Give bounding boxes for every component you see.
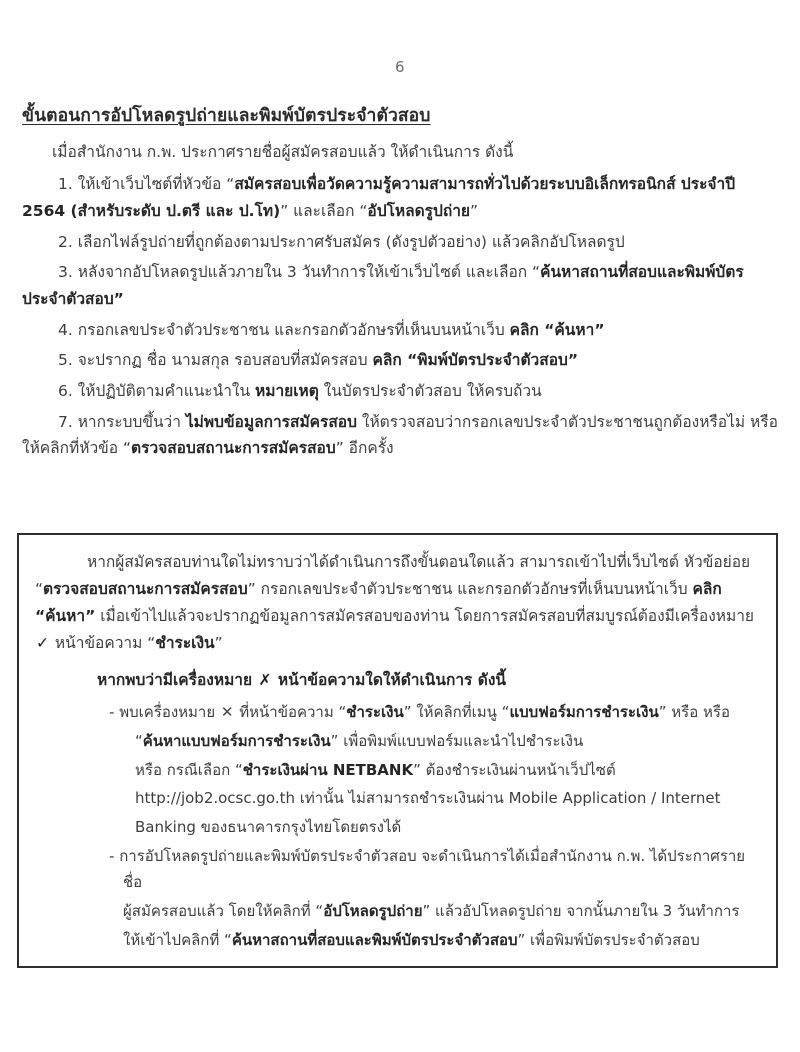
callout-bullet-list (35, 699, 760, 953)
step-7-bold-1: ไม่พบข้อมูลการสมัครสอบ (185, 412, 357, 431)
bullet-item-2 (35, 843, 760, 896)
intro-paragraph: เมื่อสำนักงาน ก.พ. ประกาศรายชื่อผู้สมัครสอบแล้ว ให้ดำเนินการ ดังนี้ (52, 143, 514, 162)
page-number: 6 (394, 58, 406, 76)
callout-box (17, 533, 778, 968)
step-6-mid: ในบัตรประจำตัวสอบ ให้ครบถ้วน (318, 381, 542, 400)
step-1-bold-2: อัปโหลดรูปถ่าย (367, 202, 471, 221)
bullet-1-line1-part-2: ที่หน้าข้อความ “ (234, 703, 347, 722)
step-7-mid: ให้ตรวจสอบว่ากรอกเลขประจำตัวประชาชนถูกต้องหรือไม่ หรือให้คลิกที่หัวข้อ “ (22, 412, 778, 458)
bullet-1-line-5: Banking ของธนาคารกรุงไทยโดยตรงได้ (135, 817, 402, 836)
callout-intro-bold-1: ตรวจสอบสถานะการสมัครสอบ (43, 579, 248, 598)
bullet-1-line1-part-4: ” หรือ หรือ (658, 703, 730, 722)
bullet-2-line3-part-2: ” เพื่อพิมพ์บัตรประจำตัวสอบ (517, 930, 700, 949)
callout-subheading (35, 667, 760, 693)
callout-intro-part-4: หน้าข้อความ “ (50, 633, 156, 652)
callout-intro-bold-3: ชำระเงิน (155, 633, 215, 652)
step-7-bold-2: ตรวจสอบสถานะการสมัครสอบ (131, 439, 336, 458)
callout-subhead-part-2: หน้าข้อความใดให้ดำเนินการ ดังนี้ (272, 670, 507, 689)
step-6-bold-1: หมายเหตุ (255, 381, 319, 400)
bullet-1-line-4 (35, 785, 760, 812)
bullet-2-line-1: การอัปโหลดรูปถ่ายและพิมพ์บัตรประจำตัวสอบ จะดำเนินการได้เมื่อสำนักงาน ก.พ. ได้ประกาศรายชื่อ (114, 846, 746, 892)
step-item-5 (22, 347, 778, 374)
step-3-suffix: ” (113, 289, 124, 308)
step-7-suffix: ” อีกครั้ง (335, 439, 394, 458)
check-mark-icon: ✓ (36, 633, 49, 652)
step-item-7 (22, 409, 778, 462)
bullet-2-line-3 (35, 927, 760, 954)
page-title: ขั้นตอนการอัปโหลดรูปถ่ายและพิมพ์บัตรประจำตัวสอบ (22, 106, 431, 126)
step-6-prefix: 6. ให้ปฏิบัติตามคำแนะนำใน (58, 381, 256, 400)
step-2-prefix: 2. เลือกไฟล์รูปถ่ายที่ถูกต้องตามประกาศรับสมัคร (ดังรูปตัวอย่าง) แล้วคลิกอัปโหลดรูป (58, 232, 625, 251)
step-1-prefix: 1. ให้เข้าเว็บไซต์ที่หัวข้อ “ (58, 175, 235, 194)
step-1-mid: ” และเลือก “ (280, 202, 368, 221)
step-1-suffix: ” (470, 202, 479, 221)
callout-intro-part-1: หากผู้สมัครสอบท่านใดไม่ทราบว่าได้ดำเนินการถึงขั้นตอนใดแล้ว สามารถเข้าไปที่เว็บไซต์ หัวข้อย่อย “ (35, 553, 751, 598)
step-4-prefix: 4. กรอกเลขประจำตัวประชาชน และกรอกตัวอักษรที่เห็นบนหน้าเว็บ (58, 320, 510, 339)
callout-intro-part-5: ” (214, 633, 223, 652)
step-4-bold-1: คลิก “ค้นหา” (509, 320, 605, 339)
bullet-1-line3-part-2: ” ต้องชำระเงินผ่านหน้าเว็ปไซต์ (413, 760, 616, 779)
step-3-bold-1: ค้นหาสถานที่สอบและพิมพ์บัตรประจำตัวสอบ (22, 263, 744, 308)
bullet-1-line3-bold: ชำระเงินผ่าน NETBANK (242, 760, 414, 779)
cross-mark-thin-icon: ✕ (220, 703, 234, 722)
step-5-bold-1: คลิก “พิมพ์บัตรประจำตัวสอบ” (372, 351, 579, 370)
bullet-1-line2-bold: ค้นหาแบบฟอร์มการชำระเงิน (142, 731, 331, 750)
bullet-1-marker: - (109, 703, 115, 722)
bullet-1-line1-part-3: ” ให้คลิกที่เมนู “ (403, 703, 510, 722)
callout-intro-part-2: ” กรอกเลขประจำตัวประชาชน และกรอกตัวอักษรที่เห็นบนหน้าเว็บ (247, 579, 693, 598)
bullet-1-line1-bold-1: ชำระเงิน (346, 703, 404, 722)
bullet-1-line4-part-1: เท่านั้น ไม่สามารถชำระเงินผ่าน Mobile Application / Internet (294, 789, 721, 808)
numbered-steps-list (22, 171, 778, 462)
callout-intro-part-3: เมื่อเข้าไปแล้วจะปรากฏข้อมูลการสมัครสอบของท่าน โดยการสมัครสอบที่สมบูรณ์ต้องมีเครื่องหมาย (95, 606, 754, 625)
bullet-1-line2-quote-open: “ (135, 731, 143, 750)
bullet-2-line2-part-1: ผู้สมัครสอบแล้ว โดยให้คลิกที่ “ (123, 902, 324, 921)
payment-website-url[interactable]: http://job2.ocsc.go.th (135, 789, 295, 808)
bullet-2-line3-bold: ค้นหาสถานที่สอบและพิมพ์บัตรประจำตัวสอบ (231, 930, 518, 949)
step-item-3 (22, 259, 778, 312)
bullet-1-line-3 (35, 757, 760, 784)
step-1-bold-1: สมัครสอบเพื่อวัดความรู้ความสามารถทั่วไปด้วยระบบอิเล็กทรอนิกส์ ประจำปี 2564 (สำหรับระดับ ป.ตรี และ ป.โท) (22, 175, 736, 221)
bullet-1-line1-bold-2: แบบฟอร์มการชำระเงิน (509, 703, 659, 722)
bullet-2-line2-part-2: ” แล้วอัปโหลดรูปถ่าย จากนั้นภายใน 3 วันทำการ (422, 902, 740, 921)
callout-subhead-part-1: หากพบว่ามีเครื่องหมาย (97, 670, 258, 689)
bullet-1-line3-part-1: หรือ กรณีเลือก “ (135, 760, 243, 779)
cross-mark-icon: ✗ (258, 670, 272, 689)
step-3-prefix: 3. หลังจากอัปโหลดรูปแล้วภายใน 3 วันทำการให้เข้าเว็บไซต์ และเลือก “ (58, 263, 541, 282)
bullet-1-line1-part-1: พบเครื่องหมาย (114, 703, 220, 722)
step-item-2 (22, 229, 778, 256)
callout-intro-paragraph (35, 549, 760, 657)
bullet-2-line-2 (35, 898, 760, 925)
bullet-2-line3-part-1: ให้เข้าไปคลิกที่ “ (123, 930, 232, 949)
step-item-4 (22, 317, 778, 344)
bullet-1-line2-rest: ” เพื่อพิมพ์แบบฟอร์มและนำไปชำระเงิน (330, 731, 584, 750)
bullet-item-1 (35, 699, 760, 726)
step-7-prefix: 7. หากระบบขึ้นว่า (58, 412, 186, 431)
step-item-6 (22, 378, 778, 405)
step-5-prefix: 5. จะปรากฏ ชื่อ นามสกุล รอบสอบที่สมัครสอบ (58, 351, 373, 370)
bullet-1-line-2 (35, 728, 760, 755)
callout-intro-bold-2: คลิก “ค้นหา” (35, 579, 722, 625)
step-item-1 (22, 171, 778, 224)
document-content (22, 103, 778, 466)
bullet-2-line2-bold: อัปโหลดรูปถ่าย (323, 902, 423, 921)
bullet-2-marker: - (109, 846, 115, 865)
